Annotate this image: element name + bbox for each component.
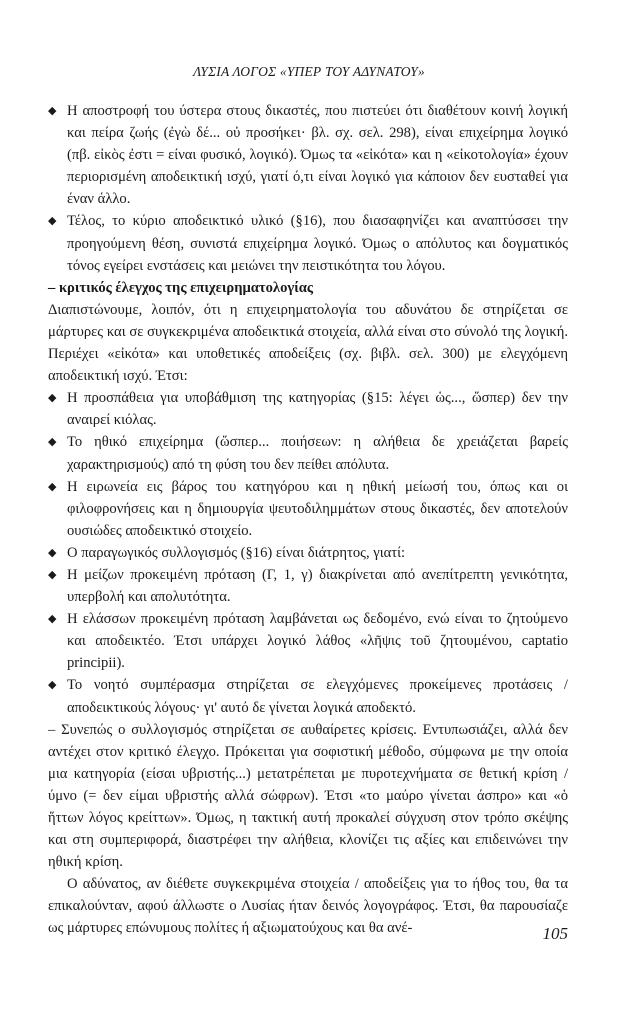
bullet-text: Ο παραγωγικός συλλογισμός (§16) είναι διάτρητος, γιατί: <box>67 544 406 561</box>
section-heading: – κριτικός έλεγχος της επιχειρηματολογίας <box>48 279 314 296</box>
bullet-item <box>48 674 568 718</box>
bullet-item <box>48 387 568 431</box>
diamond-bullet-icon: ◆ <box>48 679 57 692</box>
bullet-item <box>48 100 568 210</box>
bullet-item <box>48 431 568 475</box>
diamond-bullet-icon: ◆ <box>48 392 57 405</box>
bullet-text: Το ηθικό επιχείρημα (ὥσπερ... ποιήσεων: η αλήθεια δε χρειάζεται βαρείς χαρακτηρισμούς) από τη φύση του δεν πείθει απόλυτα. <box>67 434 568 473</box>
diamond-bullet-icon: ◆ <box>48 568 57 581</box>
diamond-bullet-icon: ◆ <box>48 105 57 117</box>
bullet-item <box>48 608 568 674</box>
page-number: 105 <box>542 924 568 943</box>
diamond-bullet-icon: ◆ <box>48 436 57 449</box>
bullet-item <box>48 476 568 542</box>
diamond-bullet-icon: ◆ <box>48 215 57 228</box>
intro-paragraph: Διαπιστώνουμε, λοιπόν, ότι η επιχειρηματολογία του αδυνάτου δε στηρίζεται σε μάρτυρες και σε συγκεκριμένα αποδεικτικά στοιχεία, αλλά είναι στο σύνολό της λογική. Περιέχει «εἰκότα» και υποθετικές αποδείξεις (σχ. βιβλ. σελ. 300) με ελεγχόμενη αποδεικτική ισχύ. Έτσι: <box>48 301 568 385</box>
bullet-text: Η μείζων προκειμένη πρόταση (Γ, 1, γ) διακρίνεται από ανεπίτρεπτη γενικότητα, υπερβολή και απολυτότητα. <box>67 566 568 606</box>
bullet-item <box>48 210 568 276</box>
bullet-text: Η προσπάθεια για υποβάθμιση της κατηγορίας (§15: λέγει ὡς..., ὥσπερ) δεν την αναιρεί κιόλας. <box>67 390 568 429</box>
diamond-bullet-icon: ◆ <box>48 613 57 626</box>
bullet-text: Η αποστροφή του ύστερα στους δικαστές, που πιστεύει ότι διαθέτουν κοινή λογική και πείρα ζωής (ἐγὼ δέ... οὐ προσήκει· βλ. σχ. σελ. 298), είναι επιχείρημα λογικό (πβ. εἰκὸς ἐστι = είναι φυσικό, λογικό). Όμως τα «εἰκότα» και η «εἰκοτολογία» έχουν περιορισμένη αποδεικτική ισχύ, γιατί ό,τι είναι λογικό για κάποιον δεν ευσταθεί για έναν άλλο. <box>67 103 568 208</box>
body-text <box>48 100 568 940</box>
bullet-text: Η ειρωνεία εις βάρος του κατηγόρου και η ηθική μείωσή του, όπως και οι φιλοφρονήσεις και η δημιουργία ψευτοδιλημμάτων στους δικαστές, δεν αποτελούν ουσιώδες αποδεικτικό στοιχείο. <box>67 478 568 539</box>
diamond-bullet-icon: ◆ <box>48 480 57 493</box>
final-paragraph: Ο αδύνατος, αν διέθετε συγκεκριμένα στοιχεία / αποδείξεις για το ήθος του, θα τα επικαλούνταν, αφού άλλωστε ο Λυσίας ήταν δεινός λογογράφος. Έτσι, θα παρουσίαζε ως μάρτυρες επώνυμους πολίτες ή αξιωματούχους και θα ανέ- <box>48 876 568 937</box>
bullet-text: Το νοητό συμπέρασμα στηρίζεται σε ελεγχόμενες προκείμενες προτάσεις / αποδεικτικούς λόγους· γι' αυτό δε γίνεται λογικά αποδεκτό. <box>67 677 568 716</box>
conclusion-paragraph: – Συνεπώς ο συλλογισμός στηρίζεται σε αυθαίρετες κρίσεις. Εντυπωσιάζει, αλλά δεν αντέχει στον κριτικό έλεγχο. Πρόκειται για σοφιστική μέθοδο, σύμφωνα με την οποία μια κατηγορία (είσαι υβριστής...) μετατρέπεται με πυροτεχνήματα σε θετική κρίση / ύμνο (= δεν είμαι υβριστής αλλά σώφρων). Έτσι «το μαύρο γίνεται άσπρο» και «ὁ ἥττων λόγος κρείττων». Όμως, η τακτική αυτή προκαλεί σύγχυση στον τρόπο σκέψης και στη συμπεριφορά, διαστρέφει την αλήθεια, κλονίζει τις αξίες και επιδεινώνει την ηθική κρίση. <box>48 721 568 871</box>
bullet-text: Η ελάσσων προκειμένη πρόταση λαμβάνεται ως δεδομένο, ενώ είναι το ζητούμενο και αποδεικτέο. Έτσι υπάρχει λογικό λάθος «λῆψις τοῦ ζητουμένου, captatio principii). <box>67 611 568 672</box>
running-head: ΛΥΣΙΑ ΛΟΓΟΣ «ΥΠΕΡ ΤΟΥ ΑΔΥΝΑΤΟΥ» <box>193 64 425 79</box>
bullet-item <box>48 564 568 608</box>
diamond-bullet-icon: ◆ <box>48 546 57 559</box>
bullet-item <box>48 542 568 564</box>
bullet-text: Τέλος, το κύριο αποδεικτικό υλικό (§16), που διασαφηνίζει και αναπτύσσει την προηγούμενη θέση, συνιστά επιχείρημα λογικό. Όμως ο απόλυτος και δογματικός τόνος εγείρει ενστάσεις και μειώνει την πειστικότητα του λόγου. <box>67 213 568 274</box>
